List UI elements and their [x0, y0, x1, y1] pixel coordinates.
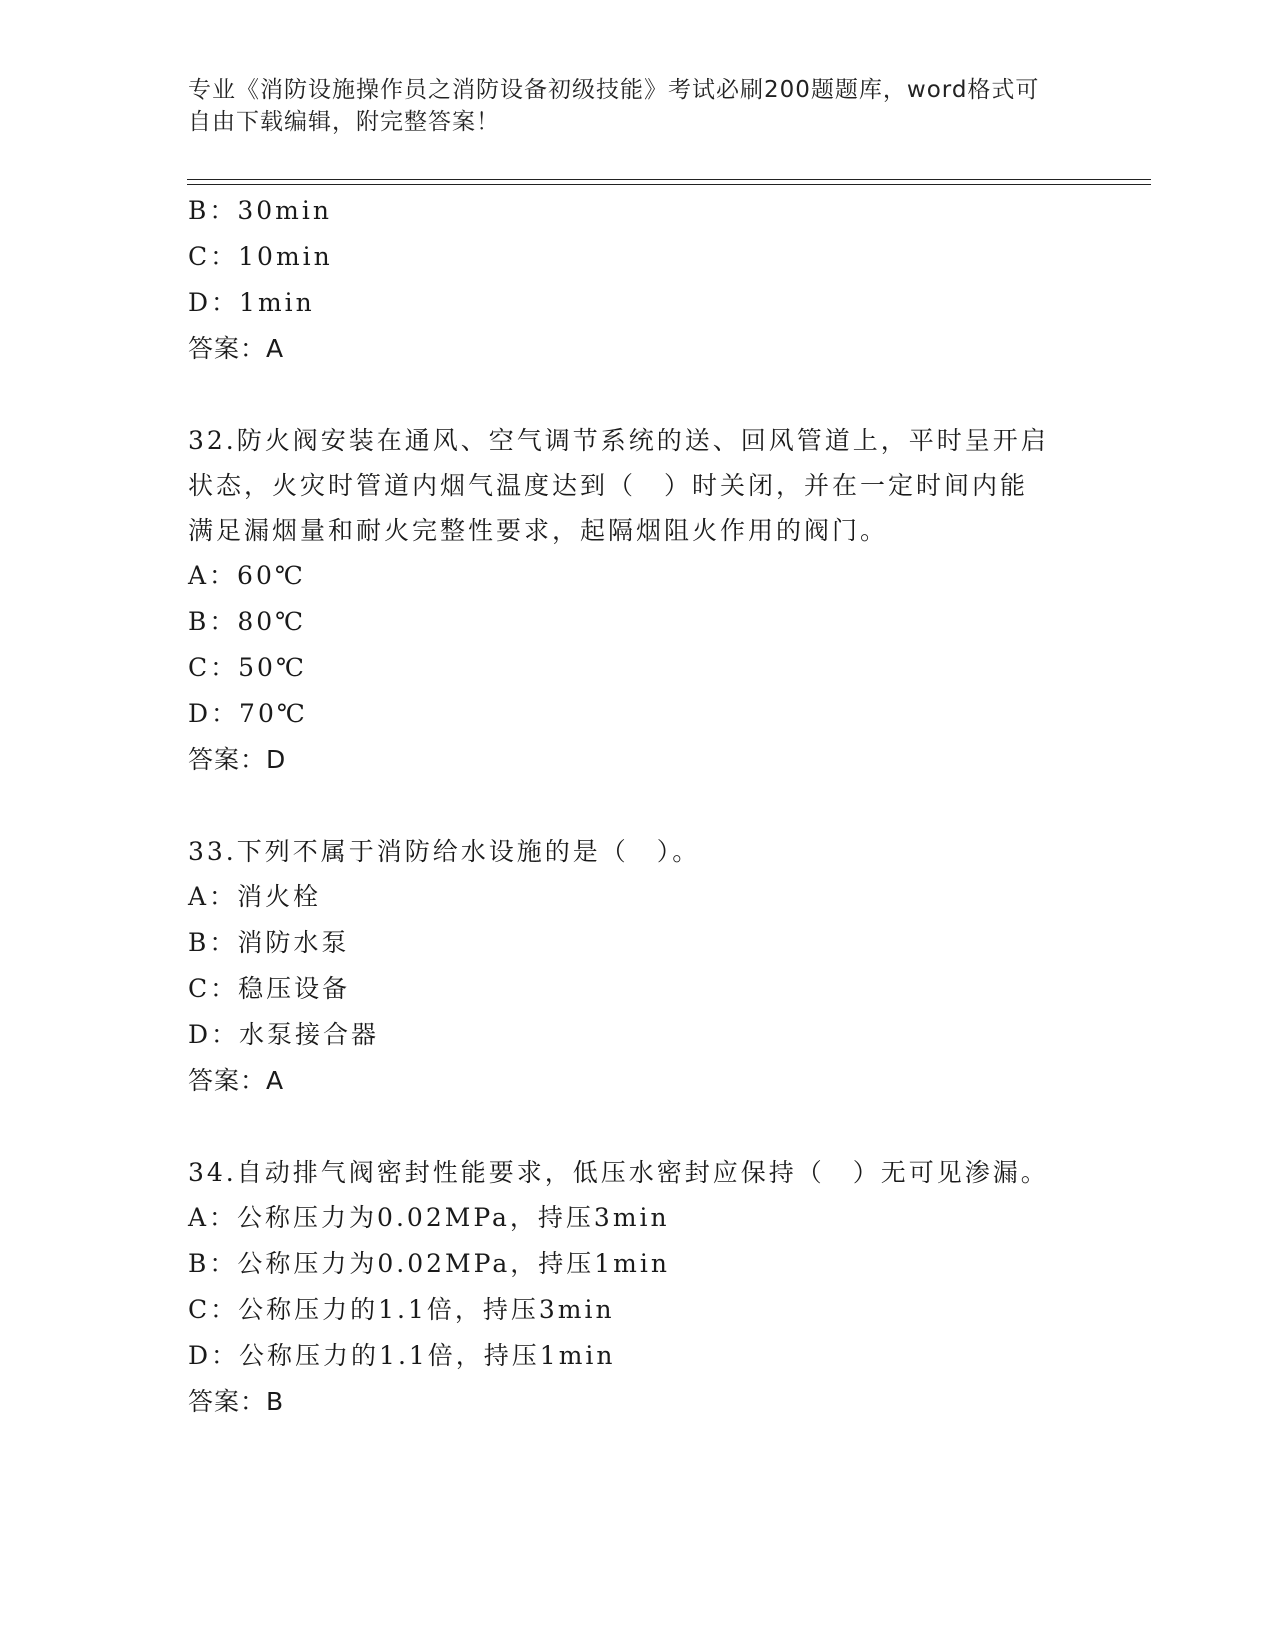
answer-label: 答案：D — [188, 745, 287, 774]
question-31-continued — [188, 188, 1118, 372]
answer-label: 答案：A — [188, 1066, 285, 1095]
spacer — [188, 372, 1118, 418]
option-c: C：50℃ — [188, 653, 307, 682]
option-b: B：80℃ — [188, 607, 307, 636]
question-text — [188, 1150, 1118, 1195]
answer-label: 答案：A — [188, 334, 285, 363]
header-title-line-2: 自由下载编辑，附完整答案！ — [188, 109, 500, 135]
question-33 — [188, 829, 1118, 1104]
question-text-line: 34.自动排气阀密封性能要求，低压水密封应保持（ ）无可见渗漏。 — [188, 1158, 1049, 1187]
header-divider-bottom — [187, 184, 1151, 185]
spacer — [188, 783, 1118, 829]
header-divider-top — [187, 179, 1151, 180]
option-c: C：稳压设备 — [188, 974, 351, 1003]
option-d: D：1min — [188, 288, 315, 317]
question-text — [188, 829, 1118, 874]
question-text-line: 满足漏烟量和耐火完整性要求，起隔烟阻火作用的阀门。 — [188, 516, 889, 545]
question-text-line: 状态，火灾时管道内烟气温度达到（ ）时关闭，并在一定时间内能 — [188, 471, 1029, 500]
option-b: B：公称压力为0.02MPa，持压1min — [188, 1249, 670, 1278]
question-text — [188, 418, 1118, 553]
spacer — [188, 1104, 1118, 1150]
question-34 — [188, 1150, 1118, 1425]
option-b: B：30min — [188, 196, 332, 225]
question-32 — [188, 418, 1118, 783]
option-c: C：公称压力的1.1倍，持压3min — [188, 1295, 615, 1324]
question-text-line: 32.防火阀安装在通风、空气调节系统的送、回风管道上，平时呈开启 — [188, 426, 1049, 455]
option-a: A：消火栓 — [188, 882, 322, 911]
answer-label: 答案：B — [188, 1387, 285, 1416]
question-content — [188, 188, 1118, 1425]
header-title-line-1: 专业《消防设施操作员之消防设备初级技能》考试必刷200题题库，word格式可 — [188, 77, 1040, 103]
option-d: D：公称压力的1.1倍，持压1min — [188, 1341, 616, 1370]
option-d: D：水泵接合器 — [188, 1020, 380, 1049]
option-c: C：10min — [188, 242, 333, 271]
option-a: A：公称压力为0.02MPa，持压3min — [188, 1203, 670, 1232]
option-b: B：消防水泵 — [188, 928, 350, 957]
option-d: D：70℃ — [188, 699, 308, 728]
option-a: A：60℃ — [188, 561, 306, 590]
question-text-line: 33.下列不属于消防给水设施的是（ ）。 — [188, 837, 701, 866]
page-header — [188, 74, 1068, 138]
